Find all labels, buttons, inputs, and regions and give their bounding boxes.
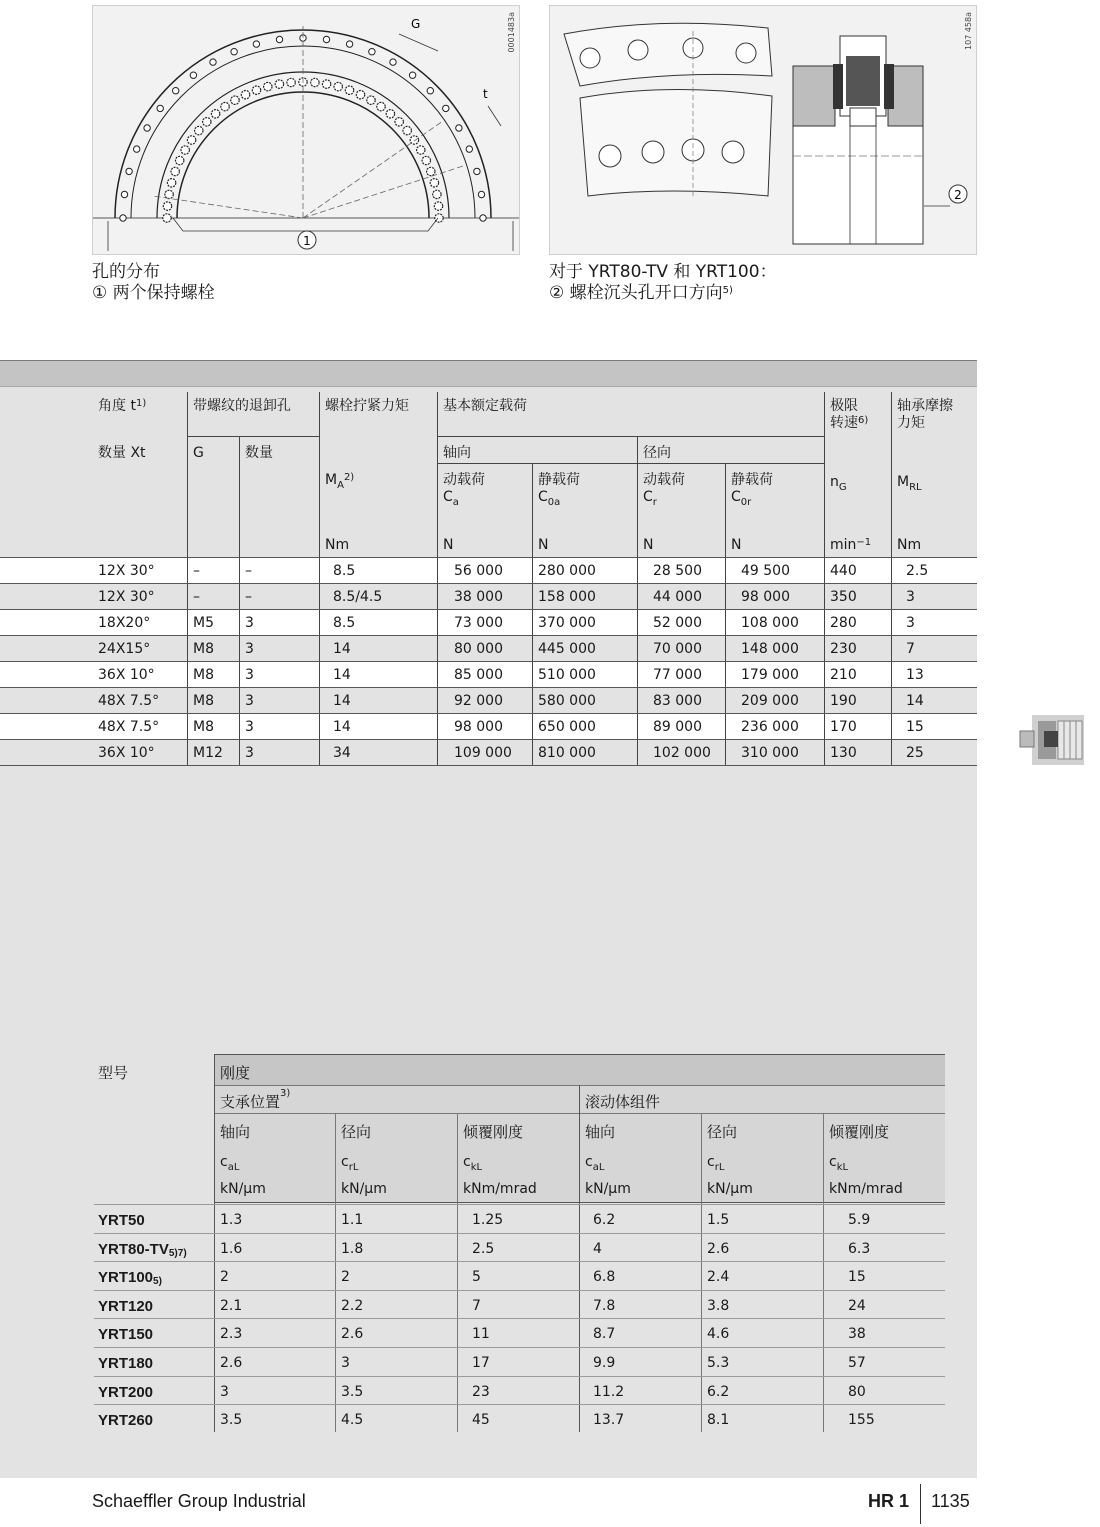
- t2-symbol-pos-tilting: $c_{kL}$: [463, 1154, 483, 1173]
- table1-cell-cr: 77 000: [653, 667, 702, 683]
- header-ma-unit: Nm: [325, 537, 350, 553]
- table1-cell-mrl: 3: [906, 589, 915, 605]
- table2-cell-r-axial: 11.2: [593, 1383, 625, 1400]
- left-caption-text: 两个保持螺栓: [112, 283, 215, 303]
- inner-bolt-hole: [264, 82, 272, 90]
- table1-cell-ca: 73 000: [454, 615, 503, 631]
- inner-bolt-hole: [427, 167, 435, 175]
- header-threaded-holes: 带螺纹的退卸孔: [193, 398, 291, 414]
- outer-bolt-hole: [369, 49, 375, 55]
- table1-cell-g: –: [193, 563, 200, 579]
- header-axial: 轴向: [443, 445, 471, 461]
- outer-bolt-hole: [253, 41, 259, 47]
- inner-bolt-hole: [433, 190, 441, 198]
- table1-cell-angle: 48X 7.5°: [98, 719, 160, 735]
- table1-cell-ng: 190: [830, 693, 857, 709]
- inner-bolt-hole: [231, 96, 239, 104]
- table2-cell-p-tilt: 11: [472, 1326, 490, 1343]
- outer-bolt-hole: [231, 49, 237, 55]
- header-basic-load: 基本额定载荷: [443, 398, 527, 414]
- outer-bolt-hole: [121, 191, 127, 197]
- t2-header-roll-axial: 轴向: [585, 1123, 616, 1141]
- inner-bolt-hole: [434, 202, 442, 210]
- callout-1-label: 1: [303, 234, 311, 248]
- table2-cell-p-tilt: 17: [472, 1355, 490, 1371]
- t2-header-pos-axial: 轴向: [220, 1123, 251, 1141]
- table1-cell-cr: 70 000: [653, 641, 702, 657]
- header-stat-axial: 静载荷 $C_{0a}$: [538, 472, 580, 508]
- header-count-xt: 数量 Xt: [98, 445, 146, 461]
- table2-cell-p-axial: 1.6: [220, 1240, 243, 1257]
- table2-cell-model: YRT180: [98, 1355, 154, 1372]
- table1-cell-ma: 8.5: [333, 615, 356, 631]
- header-dyn-axial: 动载荷 $C_a$: [443, 472, 485, 508]
- table1-cell-ma: 14: [333, 693, 351, 709]
- table2-cell-r-axial: 7.8: [593, 1297, 616, 1314]
- t2-header-bearing-position: 支承位置$^{3)}$: [220, 1088, 291, 1111]
- right-caption-title: 对于 YRT80-TV 和 YRT100：: [549, 262, 777, 282]
- inner-bolt-hole: [430, 179, 438, 187]
- header-friction: 轴承摩擦 力矩: [897, 398, 953, 431]
- table2-cell-p-axial: 2.6: [220, 1355, 243, 1371]
- inner-bolt-hole: [171, 167, 179, 175]
- table1-cell-angle: 48X 7.5°: [98, 693, 160, 709]
- table2-cell-p-axial: 2.3: [220, 1326, 243, 1343]
- table2-cell-r-tilt: 6.3: [848, 1240, 871, 1257]
- inner-bolt-hole: [163, 214, 171, 222]
- table1-cell-g: M8: [193, 693, 214, 709]
- table1-cell-c0a: 370 000: [538, 615, 596, 631]
- table2-cell-model: YRT50: [98, 1212, 145, 1229]
- figure-id-left: 0001483a: [507, 12, 516, 53]
- t2-unit-roll-tilting: kNm/mrad: [829, 1181, 903, 1197]
- table2-cell-p-radial: 2.2: [341, 1297, 364, 1314]
- table1-cell-angle: 18X20°: [98, 615, 151, 631]
- table2-cell-r-axial: 6.8: [593, 1269, 616, 1286]
- table2-cell-p-tilt: 2.5: [472, 1240, 495, 1257]
- table1-cell-c0r: 148 000: [741, 641, 799, 657]
- header-tightening-torque: 螺栓拧紧力矩: [325, 398, 409, 414]
- table2-cell-p-tilt: 5: [472, 1269, 481, 1286]
- t2-unit-roll-axial: kN/μm: [585, 1181, 631, 1197]
- table2-cell-p-tilt: 7: [472, 1297, 481, 1314]
- table2-cell-p-radial: 3: [341, 1355, 350, 1371]
- footer-catalog: HR 1: [868, 1491, 910, 1511]
- table1-cell-angle: 36X 10°: [98, 745, 155, 761]
- table1-cell-ca: 56 000: [454, 563, 503, 579]
- table2-cell-r-tilt: 24: [848, 1297, 866, 1314]
- table2-cell-p-axial: 2.1: [220, 1297, 243, 1314]
- t2-header-stiffness: 刚度: [220, 1064, 251, 1082]
- table2-cell-r-radial: 3.8: [707, 1297, 730, 1314]
- table2-row: [94, 1404, 945, 1432]
- inner-bolt-hole: [311, 78, 319, 86]
- table1-cell-mrl: 7: [906, 641, 915, 657]
- table1-cell-c0r: 49 500: [741, 563, 790, 579]
- table1-cell-angle: 12X 30°: [98, 563, 155, 579]
- table1-cell-mrl: 13: [906, 667, 924, 683]
- outer-bolt-hole: [190, 72, 196, 78]
- table2-cell-p-axial: 2: [220, 1269, 229, 1286]
- table1-row: [0, 609, 977, 635]
- table2-cell-p-radial: 1.8: [341, 1240, 364, 1257]
- table1-cell-qty: 3: [245, 719, 254, 735]
- header-speed-unit: $\min^{-1}$: [830, 537, 872, 553]
- dimension-t-label: t: [483, 87, 488, 101]
- table2-cell-p-axial: 3.5: [220, 1412, 243, 1429]
- table1-cell-g: M5: [193, 615, 214, 631]
- table1-cell-mrl: 3: [906, 615, 915, 631]
- bearing-tab-icon: [1018, 713, 1086, 767]
- inner-bolt-hole: [241, 91, 249, 99]
- outer-bolt-hole: [346, 41, 352, 47]
- inner-bolt-hole: [221, 102, 229, 110]
- inner-bolt-hole: [377, 102, 385, 110]
- footer-company: Schaeffler Group Industrial: [92, 1491, 306, 1511]
- inner-bolt-hole: [417, 146, 425, 154]
- table2-cell-r-tilt: 80: [848, 1383, 866, 1400]
- header-ng: $n_G$: [830, 474, 847, 493]
- header-stat-radial: 静载荷 $C_{0r}$: [731, 472, 773, 508]
- table1-cell-cr: 44 000: [653, 589, 702, 605]
- table2-cell-r-axial: 6.2: [593, 1212, 616, 1228]
- counterbore-figure: [549, 5, 977, 255]
- table1-cell-qty: –: [245, 589, 252, 605]
- table2-cell-model: YRT200: [98, 1383, 154, 1401]
- table1-cell-qty: 3: [245, 745, 254, 761]
- table1-cell-c0r: 108 000: [741, 615, 799, 631]
- table1-cell-angle: 12X 30°: [98, 589, 155, 605]
- table1-cell-cr: 102 000: [653, 745, 711, 761]
- table1-cell-qty: –: [245, 563, 252, 579]
- table1-cell-c0r: 209 000: [741, 693, 799, 709]
- dimension-g-label: G: [411, 17, 421, 31]
- table1-cell-ma: 8.5: [333, 563, 356, 579]
- outer-bolt-hole: [276, 36, 282, 42]
- table1-cell-mrl: 14: [906, 693, 924, 709]
- table1-cell-ng: 130: [830, 745, 857, 761]
- outer-bolt-hole: [390, 59, 396, 65]
- table2-header-band: [214, 1054, 945, 1085]
- t2-header-roll-tilting: 倾覆刚度: [829, 1123, 890, 1141]
- right-figure-caption: [549, 262, 777, 304]
- table2-cell-r-tilt: 15: [848, 1269, 866, 1286]
- table2-row: [94, 1233, 945, 1261]
- table2-cell-r-radial: 4.6: [707, 1326, 730, 1343]
- t2-unit-pos-radial: kN/μm: [341, 1181, 387, 1197]
- outer-bolt-hole: [466, 146, 472, 152]
- header-unit-c0r: N: [731, 537, 742, 553]
- table1-cell-ma: 34: [333, 745, 351, 761]
- table1-cell-c0a: 158 000: [538, 589, 596, 605]
- table2-cell-p-tilt: 1.25: [472, 1212, 504, 1228]
- table2-row: [94, 1318, 945, 1346]
- table1-cell-ma: 14: [333, 719, 351, 735]
- t2-unit-roll-radial: kN/μm: [707, 1181, 753, 1197]
- outer-bolt-hole: [144, 125, 150, 131]
- table1-cell-ng: 350: [830, 589, 857, 605]
- right-caption-number: ②: [549, 283, 565, 303]
- table2-row: [94, 1204, 945, 1232]
- inner-bolt-hole: [322, 80, 330, 88]
- right-caption-text: 螺栓沉头孔开口方向: [569, 283, 723, 303]
- inner-bolt-hole: [211, 110, 219, 118]
- t2-symbol-roll-tilting: $c_{kL}$: [829, 1154, 849, 1173]
- table1-cell-ng: 170: [830, 719, 857, 735]
- table1-cell-ng: 230: [830, 641, 857, 657]
- table1-cell-g: M8: [193, 641, 214, 657]
- table1-cell-cr: 52 000: [653, 615, 702, 631]
- left-caption-title: 孔的分布: [92, 262, 160, 282]
- t2-symbol-roll-radial: $c_{rL}$: [707, 1154, 725, 1173]
- inner-bolt-hole: [163, 202, 171, 210]
- inner-bolt-hole: [422, 156, 430, 164]
- inner-bolt-hole: [187, 136, 195, 144]
- outer-bolt-hole: [427, 88, 433, 94]
- t2-header-model: 型号: [98, 1064, 129, 1082]
- table1-cell-c0a: 510 000: [538, 667, 596, 683]
- figure-id-right: 107 458a: [964, 12, 973, 50]
- table2-cell-p-radial: 1.1: [341, 1212, 364, 1228]
- table2-cell-r-axial: 8.7: [593, 1326, 616, 1343]
- table2-cell-r-radial: 1.5: [707, 1212, 730, 1228]
- table1-cell-c0r: 236 000: [741, 719, 799, 735]
- inner-bolt-hole: [176, 156, 184, 164]
- inner-bolt-hole: [356, 91, 364, 99]
- header-g: G: [193, 445, 204, 461]
- table1-cell-ma: 8.5/4.5: [333, 589, 383, 605]
- inner-bolt-hole: [287, 78, 295, 86]
- table1-cell-qty: 3: [245, 693, 254, 709]
- outer-bolt-hole: [480, 215, 486, 221]
- table1-cell-g: M8: [193, 719, 214, 735]
- header-dyn-radial: 动载荷 $C_r$: [643, 472, 685, 508]
- t2-symbol-pos-axial: $c_{aL}$: [220, 1154, 240, 1173]
- table1-cell-qty: 3: [245, 667, 254, 683]
- table1-cell-cr: 89 000: [653, 719, 702, 735]
- t2-symbol-pos-radial: $c_{rL}$: [341, 1154, 359, 1173]
- table1-cell-c0a: 810 000: [538, 745, 596, 761]
- inner-bolt-hole: [165, 190, 173, 198]
- table1-cell-ca: 38 000: [454, 589, 503, 605]
- table1-row: [0, 635, 977, 661]
- table2-cell-model: YRT260: [98, 1412, 154, 1430]
- table1-cell-c0a: 650 000: [538, 719, 596, 735]
- hole-distribution-drawing: [93, 6, 520, 255]
- table2-cell-r-tilt: 57: [848, 1355, 866, 1371]
- table1-cell-qty: 3: [245, 641, 254, 657]
- table2-cell-r-tilt: 5.9: [848, 1212, 871, 1228]
- table2-cell-r-radial: 5.3: [707, 1355, 730, 1371]
- t2-header-pos-radial: 径向: [341, 1123, 372, 1141]
- outer-bolt-hole: [120, 215, 126, 221]
- hole-distribution-figure: [92, 5, 520, 255]
- footer-divider: [920, 1484, 921, 1524]
- inner-bolt-hole: [403, 126, 411, 134]
- table2-cell-r-radial: 8.1: [707, 1412, 730, 1429]
- table1-cell-c0r: 310 000: [741, 745, 799, 761]
- outer-bolt-hole: [157, 105, 163, 111]
- table2-cell-r-radial: 2.4: [707, 1269, 730, 1286]
- header-ma: $M_A^{2)}$: [325, 472, 355, 491]
- inner-bolt-hole: [367, 96, 375, 104]
- inner-bolt-hole: [334, 82, 342, 90]
- t2-header-rolling-set: 滚动体组件: [585, 1093, 661, 1111]
- inner-bolt-hole: [252, 86, 260, 94]
- table1-row: [0, 687, 977, 713]
- table2-cell-p-radial: 4.5: [341, 1412, 364, 1429]
- table1-row: [0, 557, 977, 583]
- table1-cell-ca: 98 000: [454, 719, 503, 735]
- table1-cell-c0r: 98 000: [741, 589, 790, 605]
- table1-cell-mrl: 15: [906, 719, 924, 735]
- footer-page-number: 1135: [931, 1491, 970, 1511]
- outer-bolt-hole: [474, 168, 480, 174]
- right-caption-footnote: 5): [722, 285, 733, 296]
- table1-cell-qty: 3: [245, 615, 254, 631]
- table1-row: [0, 583, 977, 609]
- panel-header-band: [0, 361, 977, 387]
- table1-row: [0, 739, 977, 765]
- outer-bolt-hole: [478, 191, 484, 197]
- table2-row: [94, 1376, 945, 1404]
- inner-bolt-hole: [181, 146, 189, 154]
- table2-cell-p-radial: 3.5: [341, 1383, 364, 1400]
- inner-bolt-hole: [275, 80, 283, 88]
- table1-cell-c0r: 179 000: [741, 667, 799, 683]
- table1-cell-angle: 24X15°: [98, 641, 151, 657]
- table1-cell-g: –: [193, 589, 200, 605]
- table2-cell-model: YRT120: [98, 1297, 154, 1315]
- left-caption-number: ①: [92, 283, 108, 303]
- inner-bolt-hole: [167, 179, 175, 187]
- outer-bolt-hole: [210, 59, 216, 65]
- outer-bolt-hole: [134, 146, 140, 152]
- table2-cell-r-radial: 2.6: [707, 1240, 730, 1257]
- header-unit-cr: N: [643, 537, 654, 553]
- inner-bolt-hole: [203, 118, 211, 126]
- table1-cell-ca: 85 000: [454, 667, 503, 683]
- inner-bolt-hole: [345, 86, 353, 94]
- table1-cell-ng: 280: [830, 615, 857, 631]
- t2-header-pos-tilting: 倾覆刚度: [463, 1123, 524, 1141]
- table1-cell-cr: 28 500: [653, 563, 702, 579]
- table2-cell-p-axial: 1.3: [220, 1212, 243, 1228]
- table2-cell-r-tilt: 38: [848, 1326, 866, 1343]
- inner-bolt-hole: [195, 126, 203, 134]
- table2-cell-model: YRT150: [98, 1326, 154, 1344]
- table1-cell-ma: 14: [333, 641, 351, 657]
- table1-cell-angle: 36X 10°: [98, 667, 155, 683]
- header-radial: 径向: [643, 445, 671, 461]
- table1-cell-c0a: 580 000: [538, 693, 596, 709]
- table1-row: [0, 661, 977, 687]
- table1-cell-ca: 80 000: [454, 641, 503, 657]
- table1-cell-g: M12: [193, 745, 223, 761]
- table2-cell-r-axial: 4: [593, 1240, 602, 1257]
- table2-cell-r-axial: 9.9: [593, 1355, 616, 1371]
- table2-cell-r-radial: 6.2: [707, 1383, 730, 1400]
- header-quantity: 数量: [245, 445, 273, 461]
- table1-cell-ng: 440: [830, 563, 857, 579]
- table2-cell-r-axial: 13.7: [593, 1412, 625, 1429]
- t2-unit-pos-axial: kN/μm: [220, 1181, 266, 1197]
- outer-bolt-hole: [173, 88, 179, 94]
- left-figure-caption: [92, 262, 215, 304]
- header-mrl: $M_{RL}$: [897, 474, 922, 493]
- table2-row: [94, 1347, 945, 1375]
- table2-cell-model: YRT100$^{5)}$: [98, 1269, 162, 1288]
- outer-bolt-hole: [126, 168, 132, 174]
- table2-cell-p-axial: 3: [220, 1383, 229, 1400]
- table2-cell-p-tilt: 23: [472, 1383, 490, 1400]
- inner-bolt-hole: [386, 110, 394, 118]
- table2-row: [94, 1261, 945, 1289]
- outer-bolt-hole: [443, 105, 449, 111]
- counterbore-drawing: [550, 6, 977, 255]
- table2-cell-model: $YRT80-TV^{5)7)}$: [98, 1240, 187, 1259]
- table2-cell-r-tilt: 155: [848, 1412, 875, 1429]
- table2-cell-p-radial: 2.6: [341, 1326, 364, 1343]
- header-friction-unit: Nm: [897, 537, 922, 553]
- header-speed: 极限 转速$^{6)}$: [830, 398, 869, 431]
- header-unit-c0a: N: [538, 537, 549, 553]
- t2-unit-pos-tilting: kNm/mrad: [463, 1181, 537, 1197]
- header-unit-ca: N: [443, 537, 454, 553]
- table1-row: [0, 713, 977, 739]
- callout-2-label: 2: [954, 188, 962, 202]
- table2-cell-p-radial: 2: [341, 1269, 350, 1286]
- t2-symbol-roll-axial: $c_{aL}$: [585, 1154, 605, 1173]
- header-angle: 角度 t: [98, 398, 136, 414]
- table1-cell-g: M8: [193, 667, 214, 683]
- table1-cell-c0a: 280 000: [538, 563, 596, 579]
- table1-cell-mrl: 25: [906, 745, 924, 761]
- table1-cell-ca: 92 000: [454, 693, 503, 709]
- outer-bolt-hole: [456, 125, 462, 131]
- table1-cell-mrl: 2.5: [906, 563, 929, 579]
- table1-cell-ca: 109 000: [454, 745, 512, 761]
- t2-header-roll-radial: 径向: [707, 1123, 738, 1141]
- table1-cell-cr: 83 000: [653, 693, 702, 709]
- outer-bolt-hole: [409, 72, 415, 78]
- inner-bolt-hole: [395, 118, 403, 126]
- table2-cell-p-tilt: 45: [472, 1412, 490, 1429]
- table1-cell-ma: 14: [333, 667, 351, 683]
- table1-cell-ng: 210: [830, 667, 857, 683]
- table1-cell-c0a: 445 000: [538, 641, 596, 657]
- table2-row: [94, 1290, 945, 1318]
- outer-bolt-hole: [323, 36, 329, 42]
